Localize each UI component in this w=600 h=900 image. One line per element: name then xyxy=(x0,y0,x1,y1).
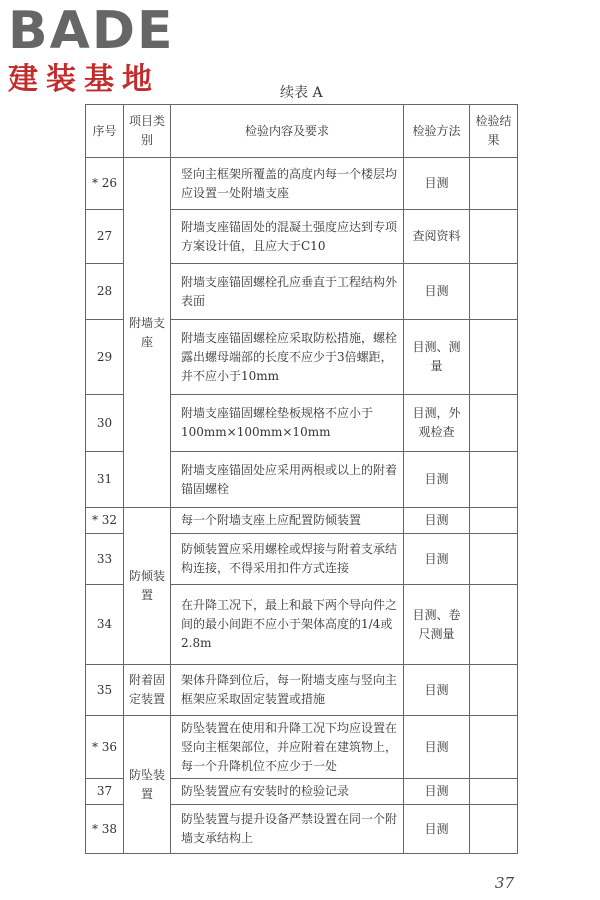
cell-no: 30 xyxy=(86,395,124,452)
cell-content: 防坠装置应有安装时的检验记录 xyxy=(171,779,404,805)
cell-no: * 38 xyxy=(86,805,124,854)
cell-no: 37 xyxy=(86,779,124,805)
table-row xyxy=(86,158,518,210)
cell-result xyxy=(470,264,518,320)
logo-tagline: 建装基地 xyxy=(8,62,160,97)
cell-content: 防倾装置应采用螺栓或焊接与附着支承结构连接，不得采用扣件方式连接 xyxy=(171,534,404,585)
cell-result xyxy=(470,779,518,805)
cell-result xyxy=(470,534,518,585)
cell-result xyxy=(470,452,518,508)
cell-category: 附墙支座 xyxy=(124,158,171,508)
cell-method: 目测 xyxy=(404,716,470,779)
cell-no: * 32 xyxy=(86,508,124,534)
cell-no: * 26 xyxy=(86,158,124,210)
cell-result xyxy=(470,585,518,665)
cell-content: 在升降工况下，最上和最下两个导向件之间的最小间距不应小于架体高度的1/4或2.8m xyxy=(171,585,404,665)
cell-content: 防坠装置在使用和升降工况下均应设置在竖向主框架部位，并应附着在建筑物上，每一个升降机位不应少于一处 xyxy=(171,716,404,779)
table-body xyxy=(86,158,518,854)
cell-method: 目测 xyxy=(404,508,470,534)
cell-result xyxy=(470,716,518,779)
header-method: 检验方法 xyxy=(404,105,470,158)
cell-no: * 36 xyxy=(86,716,124,779)
cell-result xyxy=(470,665,518,716)
cell-method: 目测 xyxy=(404,779,470,805)
cell-method: 查阅资料 xyxy=(404,210,470,264)
cell-content: 附墙支座锚固处的混凝土强度应达到专项方案设计值，且应大于C10 xyxy=(171,210,404,264)
cell-content: 架体升降到位后，每一附墙支座与竖向主框架应采取固定装置或措施 xyxy=(171,665,404,716)
cell-content: 附墙支座锚固螺栓孔应垂直于工程结构外表面 xyxy=(171,264,404,320)
cell-method: 目测 xyxy=(404,158,470,210)
cell-no: 29 xyxy=(86,320,124,395)
cell-result xyxy=(470,508,518,534)
header-no: 序号 xyxy=(86,105,124,158)
cell-method: 目测 xyxy=(404,534,470,585)
cell-no: 27 xyxy=(86,210,124,264)
table-row xyxy=(86,716,518,779)
table-title: 续表 A xyxy=(280,85,323,101)
logo xyxy=(8,2,175,98)
cell-no: 28 xyxy=(86,264,124,320)
inspection-table xyxy=(85,104,518,854)
cell-result xyxy=(470,320,518,395)
page-number: 37 xyxy=(494,874,514,892)
cell-method: 目测 xyxy=(404,264,470,320)
cell-no: 33 xyxy=(86,534,124,585)
cell-category: 防坠装置 xyxy=(124,716,171,854)
header-content: 检验内容及要求 xyxy=(171,105,404,158)
cell-result xyxy=(470,158,518,210)
cell-method: 目测、测量 xyxy=(404,320,470,395)
cell-method: 目测 xyxy=(404,665,470,716)
cell-content: 竖向主框架所覆盖的高度内每一个楼层均应设置一处附墙支座 xyxy=(171,158,404,210)
cell-no: 31 xyxy=(86,452,124,508)
logo-wordmark: BADE xyxy=(8,1,175,61)
cell-method: 目测 xyxy=(404,805,470,854)
cell-content: 附墙支座锚固螺栓垫板规格不应小于100mm×100mm×10mm xyxy=(171,395,404,452)
cell-no: 35 xyxy=(86,665,124,716)
cell-category: 附着固定装置 xyxy=(124,665,171,716)
cell-content: 附墙支座锚固处应采用两根或以上的附着锚固螺栓 xyxy=(171,452,404,508)
cell-result xyxy=(470,395,518,452)
header-category: 项目类别 xyxy=(124,105,171,158)
header-row xyxy=(86,105,518,158)
table-row xyxy=(86,665,518,716)
cell-category: 防倾装置 xyxy=(124,508,171,665)
cell-method: 目测、卷尺测量 xyxy=(404,585,470,665)
cell-method: 目测 xyxy=(404,452,470,508)
cell-result xyxy=(470,805,518,854)
cell-content: 附墙支座锚固螺栓应采取防松措施，螺栓露出螺母端部的长度不应少于3倍螺距，并不应小于10mm xyxy=(171,320,404,395)
cell-method: 目测，外观检查 xyxy=(404,395,470,452)
cell-content: 防坠装置与提升设备严禁设置在同一个附墙支承结构上 xyxy=(171,805,404,854)
table-row xyxy=(86,508,518,534)
cell-content: 每一个附墙支座上应配置防倾装置 xyxy=(171,508,404,534)
cell-no: 34 xyxy=(86,585,124,665)
cell-result xyxy=(470,210,518,264)
header-result: 检验结果 xyxy=(470,105,518,158)
